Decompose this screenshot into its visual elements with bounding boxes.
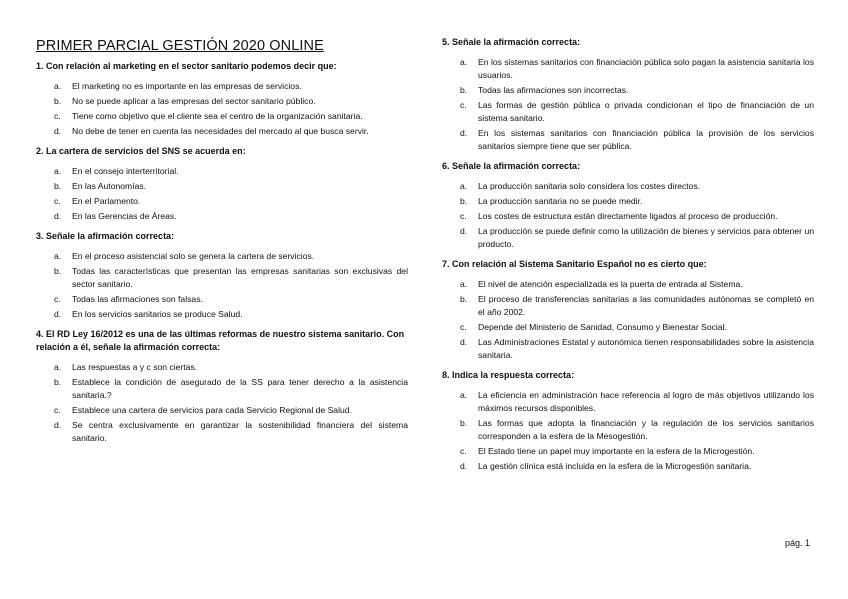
option-text: El marketing no es importante en las empresas de servicios. (72, 81, 302, 91)
option-letter: b. (54, 377, 62, 387)
question-text: 3. Señale la afirmación correcta: (36, 231, 175, 241)
answer-options (442, 56, 814, 153)
option-text: Los costes de estructura están directamente ligados al proceso de producción. (478, 211, 778, 221)
option-letter: b. (54, 96, 62, 106)
question-text: 6. Señale la afirmación correcta: (442, 161, 581, 171)
option-letter: c. (54, 405, 61, 415)
left-column (36, 0, 408, 452)
option-text: Todas las afirmaciones son incorrectas. (478, 85, 629, 95)
option-text: La producción se puede definir como la utilización de bienes y servicios para obtener un producto. (478, 226, 814, 249)
option-letter: c. (460, 211, 467, 221)
option-text: Se centra exclusivamente en garantizar la sostenibilidad financiera del sistema sanitario. (72, 420, 408, 443)
answer-option (442, 195, 814, 208)
answer-option (36, 419, 408, 445)
option-letter: d. (460, 337, 468, 347)
question-2 (36, 145, 408, 223)
option-letter: b. (460, 294, 468, 304)
option-text: No se puede aplicar a las empresas del sector sanitario público. (72, 96, 316, 106)
option-text: Las Administraciones Estatal y autonómica tienen responsabilidades sobre la asistencia sanitaria. (478, 337, 814, 360)
option-letter: b. (54, 266, 62, 276)
option-text: La eficiencia en administración hace referencia al logro de más objetivos utilizando los máximos recursos disponibles. (478, 390, 814, 413)
option-text: La producción sanitaria solo considera los costes directos. (478, 181, 701, 191)
answer-option (442, 180, 814, 193)
option-text: Las formas de gestión pública o privada condicionan el tipo de financiación de un sistema sanitario. (478, 100, 814, 123)
answer-option (36, 210, 408, 223)
answer-options (36, 361, 408, 445)
answer-option (442, 445, 814, 458)
option-text: El Estado tiene un papel muy importante en la esfera de la Microgestión. (478, 446, 755, 456)
answer-option (442, 293, 814, 319)
option-letter: b. (54, 181, 62, 191)
answer-option (442, 417, 814, 443)
option-text: El proceso de transferencias sanitarias a las comunidades autónomas se completó en el año 2002. (478, 294, 814, 317)
answer-option (36, 250, 408, 263)
option-letter: d. (460, 128, 468, 138)
option-letter: a. (54, 362, 62, 372)
option-text: Todas las afirmaciones son falsas. (72, 294, 203, 304)
answer-option (442, 336, 814, 362)
option-letter: c. (54, 111, 61, 121)
answer-options (36, 250, 408, 321)
answer-option (442, 84, 814, 97)
option-letter: c. (54, 294, 61, 304)
option-letter: a. (460, 181, 468, 191)
answer-options (36, 80, 408, 138)
question-6 (442, 160, 814, 251)
answer-option (442, 278, 814, 291)
option-letter: d. (54, 309, 62, 319)
question-text: 8. Indica la respuesta correcta: (442, 370, 575, 380)
option-text: En las Autonomías. (72, 181, 147, 191)
question-text: 2. La cartera de servicios del SNS se acuerda en: (36, 146, 246, 156)
page-title: PRIMER PARCIAL GESTIÓN 2020 ONLINE (36, 38, 324, 54)
answer-option (36, 125, 408, 138)
question-text: 4. El RD Ley 16/2012 es una de las últimas reformas de nuestro sistema sanitario. Con relación a él, señale la afirmación correcta: (36, 329, 405, 352)
option-letter: a. (460, 390, 468, 400)
answer-options (442, 278, 814, 362)
option-letter: b. (460, 418, 468, 428)
option-letter: b. (460, 196, 468, 206)
answer-option (442, 460, 814, 473)
answer-options (442, 389, 814, 473)
option-letter: d. (460, 226, 468, 236)
option-letter: a. (54, 251, 62, 261)
option-text: Establece la condición de asegurado de la SS para tener derecho a la asistencia sanitaria.? (72, 377, 408, 400)
option-text: En los sistemas sanitarios con financiación pública solo pagan la asistencia sanitaria los usuarios. (478, 57, 814, 80)
option-letter: d. (460, 461, 468, 471)
right-column (442, 0, 814, 480)
option-text: Las respuestas a y c son ciertas. (72, 362, 198, 372)
answer-option (36, 195, 408, 208)
option-text: Las formas que adopta la financiación y la regulación de los servicios sanitarios corresponden a la esfera de la Mesogestión. (478, 418, 814, 441)
answer-option (36, 265, 408, 291)
option-letter: a. (460, 57, 468, 67)
option-text: Tiene como objetivo que el cliente sea el centro de la organización sanitaria. (72, 111, 363, 121)
answer-option (442, 99, 814, 125)
question-8 (442, 369, 814, 473)
answer-options (442, 180, 814, 251)
option-text: En el Parlamento. (72, 196, 141, 206)
option-letter: c. (460, 446, 467, 456)
answer-option (36, 80, 408, 93)
answer-option (442, 389, 814, 415)
question-text: 1. Con relación al marketing en el sector sanitario podemos decir que: (36, 61, 337, 71)
option-text: En el consejo interterritorial. (72, 166, 179, 176)
option-letter: d. (54, 126, 62, 136)
answer-option (36, 376, 408, 402)
option-letter: d. (54, 420, 62, 430)
option-text: Todas las características que presentan las empresas sanitarias son exclusivas del sector sanitario. (72, 266, 408, 289)
answer-option (442, 210, 814, 223)
answer-option (442, 225, 814, 251)
option-text: Depende del Ministerio de Sanidad, Consumo y Bienestar Social. (478, 322, 727, 332)
option-letter: a. (54, 81, 62, 91)
answer-option (442, 321, 814, 334)
answer-option (36, 361, 408, 374)
option-text: El nivel de atención especializada es la puerta de entrada al Sistema. (478, 279, 743, 289)
answer-option (36, 293, 408, 306)
question-1 (36, 60, 408, 138)
option-text: Establece una cartera de servicios para cada Servicio Regional de Salud. (72, 405, 352, 415)
answer-option (36, 95, 408, 108)
option-letter: c. (54, 196, 61, 206)
option-text: En las Gerencias de Áreas. (72, 211, 177, 221)
answer-option (36, 165, 408, 178)
question-3 (36, 230, 408, 321)
option-letter: b. (460, 85, 468, 95)
answer-option (442, 127, 814, 153)
option-text: No debe de tener en cuenta las necesidades del mercado al que busca servir. (72, 126, 369, 136)
option-text: En el proceso asistencial solo se genera la cartera de servicios. (72, 251, 315, 261)
option-text: En los servicios sanitarios se produce Salud. (72, 309, 243, 319)
question-7 (442, 258, 814, 362)
answer-option (36, 110, 408, 123)
option-letter: d. (54, 211, 62, 221)
question-text: 7. Con relación al Sistema Sanitario Español no es cierto que: (442, 259, 707, 269)
option-letter: c. (460, 322, 467, 332)
option-letter: a. (54, 166, 62, 176)
option-letter: a. (460, 279, 468, 289)
answer-option (36, 308, 408, 321)
answer-option (36, 180, 408, 193)
page-number: pág. 1 (784, 538, 810, 548)
option-letter: c. (460, 100, 467, 110)
answer-option (36, 404, 408, 417)
answer-option (442, 56, 814, 82)
option-text: En los sistemas sanitarios con financiación pública la provisión de los servicios sanitarios siempre tiene que ser pública. (478, 128, 814, 151)
question-5 (442, 36, 814, 153)
answer-options (36, 165, 408, 223)
option-text: La gestión clínica está incluida en la esfera de la Microgestión sanitaria. (478, 461, 752, 471)
question-text: 5. Señale la afirmación correcta: (442, 37, 581, 47)
question-4 (36, 328, 408, 445)
option-text: La producción sanitaria no se puede medir. (478, 196, 643, 206)
